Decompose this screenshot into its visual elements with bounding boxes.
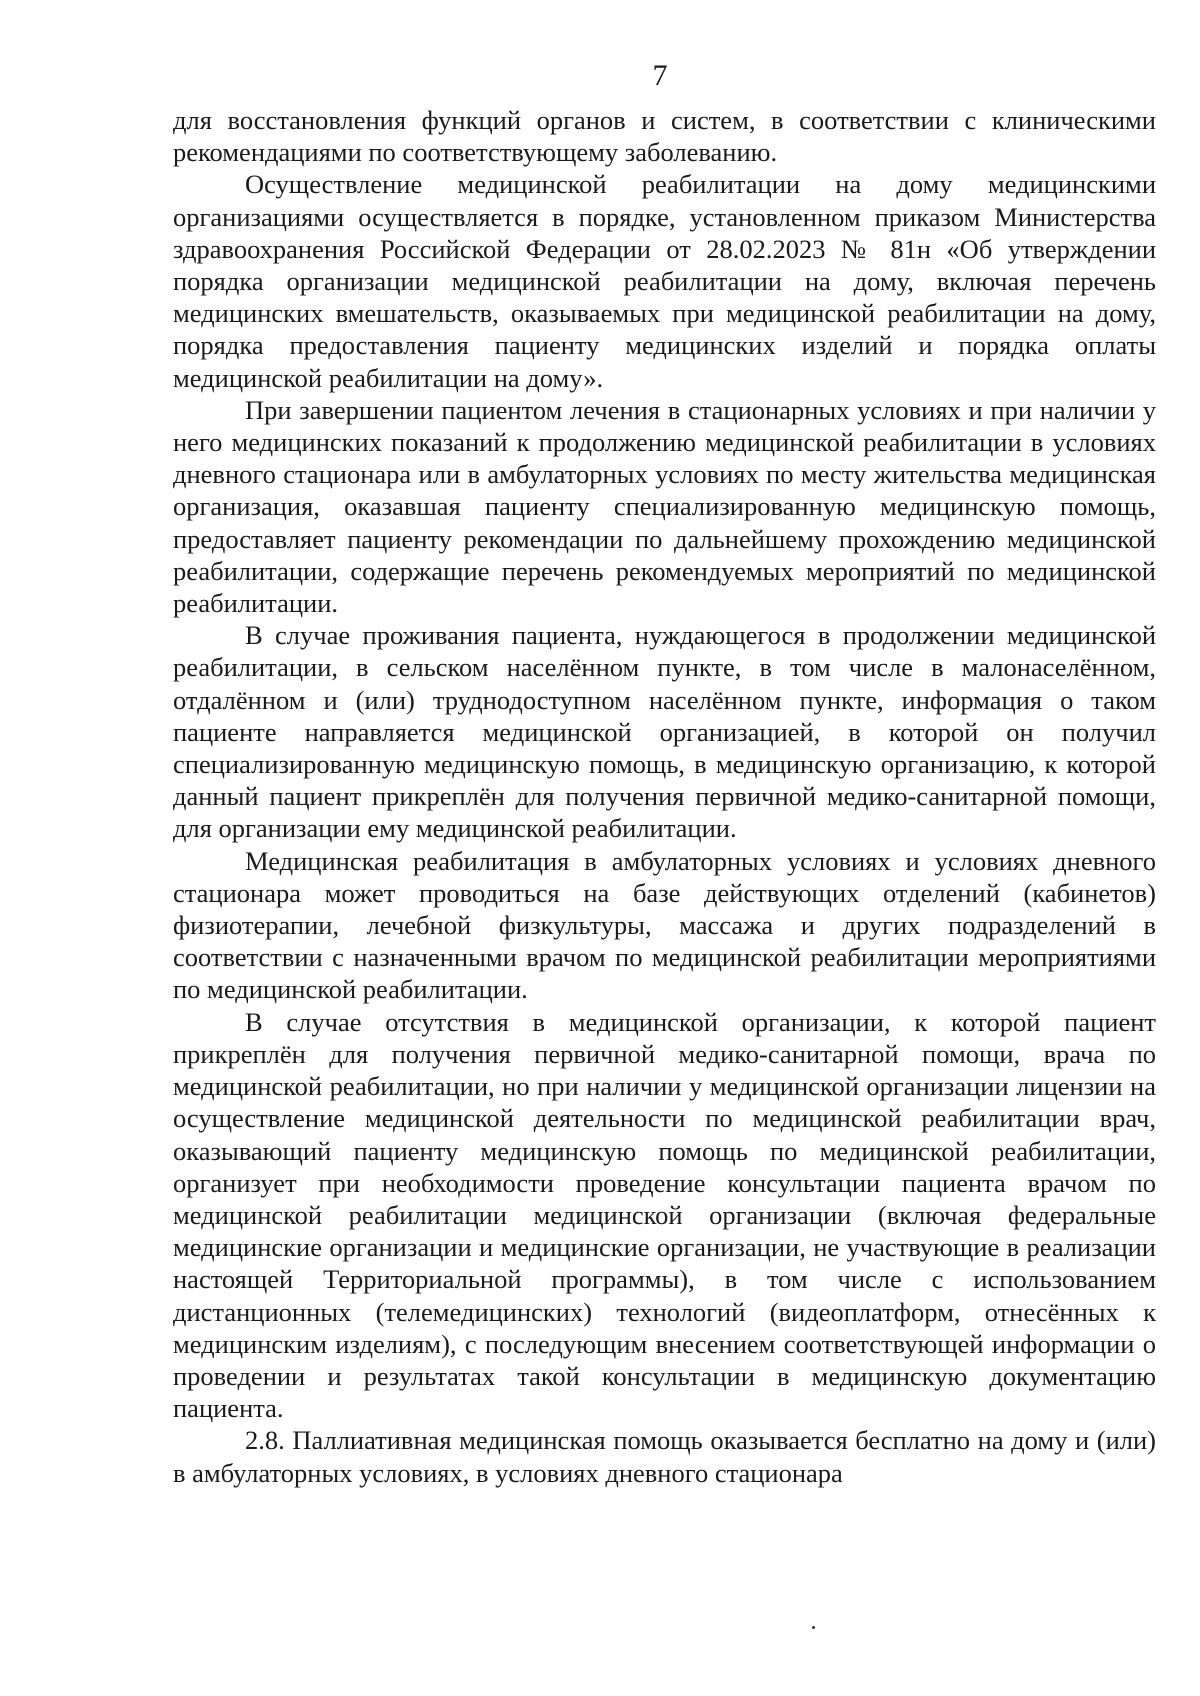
paragraph: При завершении пациентом лечения в стационарных условиях и при наличии у него медицинских показаний к продолжению медицинской реабилитации в условиях дневного стационара или в амбулаторных условиях по месту жительства медицинская организация, оказавшая пациенту специализированную медицинскую помощь, предоставляет пациенту рекомендации по дальнейшему прохождению медицинской реабилитации, содержащие перечень рекомендуемых мероприятий по медицинской реабилитации. (173, 394, 1156, 619)
paragraph: В случае проживания пациента, нуждающегося в продолжении медицинской реабилитации, в сельском населённом пункте, в том числе в малонаселённом, отдалённом и (или) труднодоступном населённом пункте, информация о таком пациенте направляется медицинской организацией, в которой он получил специализированную медицинскую помощь, в медицинскую организацию, к которой данный пациент прикреплён для получения первичной медико-санитарной помощи, для организации ему медицинской реабилитации. (173, 620, 1156, 844)
paragraph: 2.8. Паллиативная медицинская помощь оказывается бесплатно на дому и (или) в амбулаторных условиях, в условиях дневного стационара (173, 1425, 1156, 1488)
paragraph: В случае отсутствия в медицинской организации, к которой пациент прикреплён для получения первичной медико-санитарной помощи, врача по медицинской реабилитации, но при наличии у медицинской организации лицензии на осуществление медицинской деятельности по медицинской реабилитации врач, оказывающий пациенту медицинскую помощь по медицинской реабилитации, организует при необходимости проведение консультации пациента врачом по медицинской реабилитации медицинской организации (включая федеральные медицинские организации и медицинские организации, не участвующие в реализации настоящей Территориальной программы), в том числе с использованием дистанционных (телемедицинских) технологий (видеоплатформ, отнесённых к медицинским изделиям), с последующим внесением соответствующей информации о проведении и результатах такой консультации в медицинскую документацию пациента. (173, 1006, 1156, 1424)
paragraph: для восстановления функций органов и систем, в соответствии с клиническими рекомендациями по соответствующему заболеванию. (173, 105, 1156, 168)
paragraph: Осуществление медицинской реабилитации на дому медицинскими организациями осуществляется в порядке, установленном приказом Министерства здравоохранения Российской Федерации от 28.02.2023 № 81н «Об утверждении порядка организации медицинской реабилитации на дому, включая перечень медицинских вмешательств, оказываемых при медицинской реабилитации на дому, порядка предоставления пациенту медицинских изделий и порядка оплаты медицинской реабилитации на дому». (173, 169, 1156, 393)
page-number: 7 (652, 59, 668, 92)
scan-speck (812, 1626, 815, 1629)
document-body (173, 104, 1156, 1489)
paragraph: Медицинская реабилитация в амбулаторных условиях и условиях дневного стационара может проводиться на базе действующих отделений (кабинетов) физиотерапии, лечебной физкультуры, массажа и других подразделений в соответствии с назначенными врачом по медицинской реабилитации мероприятиями по медицинской реабилитации. (173, 845, 1156, 1005)
